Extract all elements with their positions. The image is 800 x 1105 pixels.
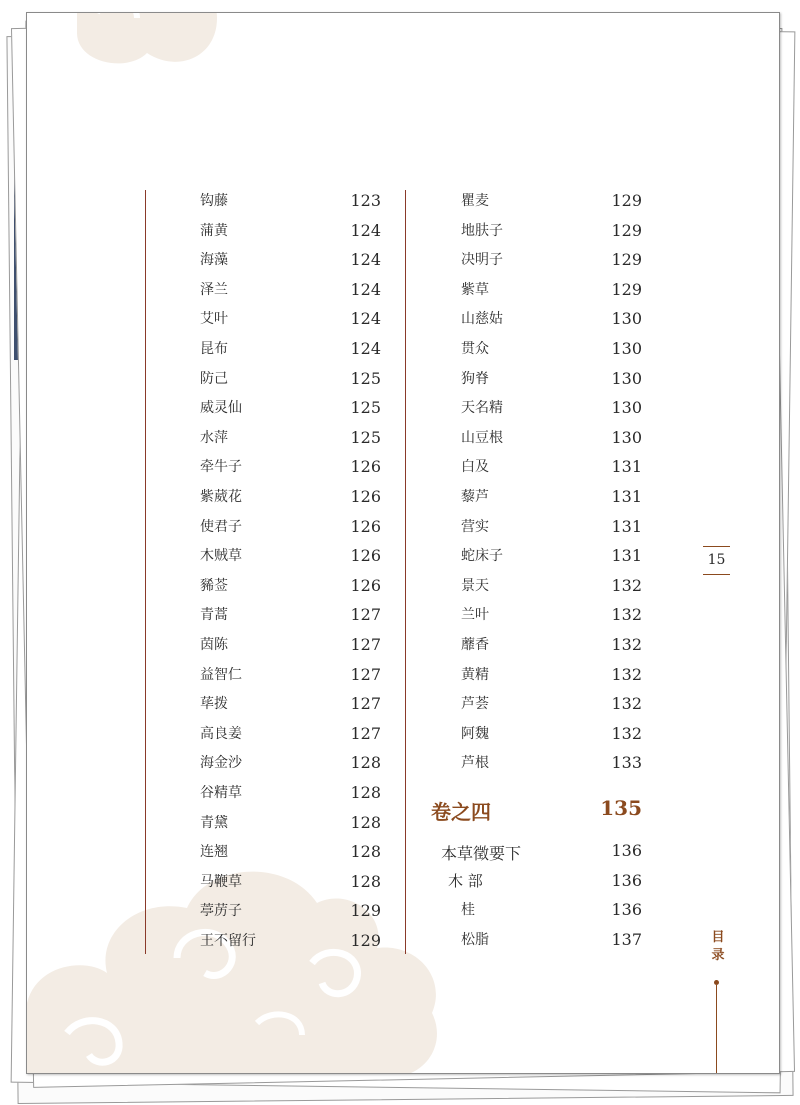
toc-entry-name[interactable]: 紫葳花: [200, 489, 242, 505]
toc-entry-page: 124: [350, 250, 381, 270]
toc-entry-page: 126: [350, 487, 381, 506]
toc-entry-name[interactable]: 木贼草: [200, 548, 242, 565]
toc-entry-name[interactable]: 青黛: [200, 814, 228, 831]
toc-entry-page: 128: [350, 783, 381, 802]
toc-entry-page: 130: [611, 339, 642, 358]
toc-entry-name[interactable]: 连翘: [200, 844, 228, 861]
toc-entry-name[interactable]: 谷精草: [200, 785, 242, 801]
toc-entry-page: 130: [611, 309, 642, 329]
toc-entry-page: 127: [350, 605, 381, 625]
toc-entry-page: 131: [611, 516, 642, 536]
toc-entry-name[interactable]: 蛇床子: [461, 548, 503, 565]
toc-entry-page: 131: [611, 546, 642, 566]
toc-entry-name[interactable]: 青蒿: [200, 607, 228, 624]
toc-entry-name[interactable]: 荜拨: [200, 696, 228, 713]
toc-page: [26, 12, 780, 1074]
toc-entry-page: 132: [611, 635, 642, 654]
toc-entry-page: 126: [350, 546, 381, 566]
toc-entry-name[interactable]: 高良姜: [200, 725, 242, 742]
toc-entry-page: 124: [350, 339, 381, 358]
toc-entry-page: 127: [350, 694, 381, 714]
toc-entry-name[interactable]: 营实: [461, 518, 489, 535]
section-entry[interactable]: 桂: [461, 902, 475, 918]
toc-entry-page: 128: [350, 753, 381, 773]
cloud-decoration-bottom: [27, 863, 447, 1074]
toc-entry-name[interactable]: 贯众: [461, 341, 489, 357]
toc-entry-page: 128: [350, 842, 381, 862]
volume-title[interactable]: 卷之四: [431, 800, 491, 824]
toc-entry-name[interactable]: 水萍: [200, 429, 228, 446]
section-entry-page: 136: [611, 900, 642, 919]
toc-entry-page: 124: [350, 279, 381, 299]
toc-entry-page: 130: [611, 398, 642, 418]
toc-entry-name[interactable]: 泽兰: [200, 281, 228, 298]
toc-entry-name[interactable]: 蘼香: [461, 637, 489, 653]
left-column-rule: [145, 190, 146, 954]
toc-entry-page: 132: [611, 694, 642, 714]
toc-entry-name[interactable]: 狗脊: [461, 370, 489, 387]
cloud-decoration-top: [67, 12, 227, 83]
toc-entry-name[interactable]: 决明子: [461, 252, 503, 269]
side-label-line: [716, 985, 717, 1074]
toc-entry-page: 132: [611, 605, 642, 625]
toc-entry-page: 126: [350, 516, 381, 536]
toc-entry-name[interactable]: 益智仁: [200, 666, 242, 683]
toc-entry-name[interactable]: 海金沙: [200, 755, 242, 772]
toc-entry-name[interactable]: 艾叶: [200, 311, 228, 328]
side-label-char: 目: [711, 930, 725, 945]
toc-entry-page: 127: [350, 664, 381, 684]
toc-entry-name[interactable]: 藜芦: [461, 489, 489, 505]
toc-entry-name[interactable]: 昆布: [200, 341, 228, 357]
toc-entry-name[interactable]: 山豆根: [461, 429, 503, 446]
toc-entry-page: 129: [350, 901, 381, 921]
section-page-number: 136: [611, 841, 642, 860]
toc-entry-page: 129: [350, 931, 381, 950]
toc-entry-name[interactable]: 景天: [461, 577, 489, 594]
toc-entry-page: 130: [611, 368, 642, 388]
toc-entry-name[interactable]: 牵牛子: [200, 459, 242, 476]
toc-entry-page: 131: [611, 487, 642, 506]
toc-entry-page: 132: [611, 664, 642, 684]
subsection-title[interactable]: 木 部: [448, 872, 483, 890]
toc-entry-page: 126: [350, 457, 381, 477]
toc-entry-page: 127: [350, 635, 381, 654]
toc-entry-page: 128: [350, 871, 381, 891]
page-number: 15: [703, 546, 730, 575]
toc-entry-name[interactable]: 瞿麦: [461, 193, 489, 209]
toc-entry-page: 123: [350, 191, 381, 210]
toc-entry-name[interactable]: 紫草: [461, 281, 489, 298]
volume-page-number: 135: [600, 796, 642, 820]
toc-entry-name[interactable]: 天名精: [461, 400, 503, 417]
toc-entry-page: 132: [611, 723, 642, 743]
toc-entry-page: 126: [350, 575, 381, 595]
side-label-toc: [711, 929, 725, 965]
section-entry-page: 137: [611, 930, 642, 949]
toc-entry-name[interactable]: 阿魏: [461, 725, 489, 742]
toc-entry-page: 124: [350, 220, 381, 240]
toc-entry-name[interactable]: 豨莶: [200, 577, 228, 594]
toc-entry-page: 129: [611, 191, 642, 210]
toc-entry-name[interactable]: 马鞭草: [200, 873, 242, 890]
subsection-page-number: 136: [611, 871, 642, 890]
side-label-char: 录: [711, 948, 725, 963]
toc-entry-name[interactable]: 黄精: [461, 666, 489, 683]
toc-entry-name[interactable]: 威灵仙: [200, 400, 242, 417]
toc-entry-name[interactable]: 葶苈子: [200, 903, 242, 920]
toc-entry-page: 132: [611, 575, 642, 595]
toc-entry-page: 125: [350, 427, 381, 447]
toc-entry-page: 129: [611, 279, 642, 299]
toc-entry-name[interactable]: 兰叶: [461, 607, 489, 624]
toc-entry-page: 124: [350, 309, 381, 329]
toc-entry-name[interactable]: 钩藤: [200, 193, 228, 209]
toc-entry-name[interactable]: 蒲黄: [200, 222, 228, 239]
section-entry[interactable]: 松脂: [461, 932, 489, 948]
toc-entry-name[interactable]: 白及: [461, 459, 489, 476]
toc-entry-page: 133: [611, 753, 642, 773]
toc-entry-page: 131: [611, 457, 642, 477]
toc-entry-name[interactable]: 山慈姑: [461, 311, 503, 328]
section-title[interactable]: 本草徵要下: [441, 844, 522, 863]
toc-entry-name[interactable]: 地肤子: [461, 222, 503, 239]
toc-entry-name[interactable]: 茵陈: [200, 637, 228, 653]
middle-column-rule: [405, 190, 406, 954]
toc-entry-page: 127: [350, 723, 381, 743]
toc-entry-name[interactable]: 王不留行: [200, 933, 256, 949]
toc-entry-page: 125: [350, 398, 381, 418]
toc-entry-name[interactable]: 使君子: [200, 518, 242, 535]
toc-entry-page: 128: [350, 812, 381, 832]
toc-entry-name[interactable]: 芦根: [461, 755, 489, 772]
toc-entry-page: 129: [611, 250, 642, 270]
toc-entry-name[interactable]: 防己: [200, 370, 228, 387]
toc-entry-name[interactable]: 海藻: [200, 252, 228, 269]
toc-entry-name[interactable]: 芦荟: [461, 696, 489, 713]
toc-entry-page: 130: [611, 427, 642, 447]
toc-entry-page: 125: [350, 368, 381, 388]
toc-entry-page: 129: [611, 220, 642, 240]
